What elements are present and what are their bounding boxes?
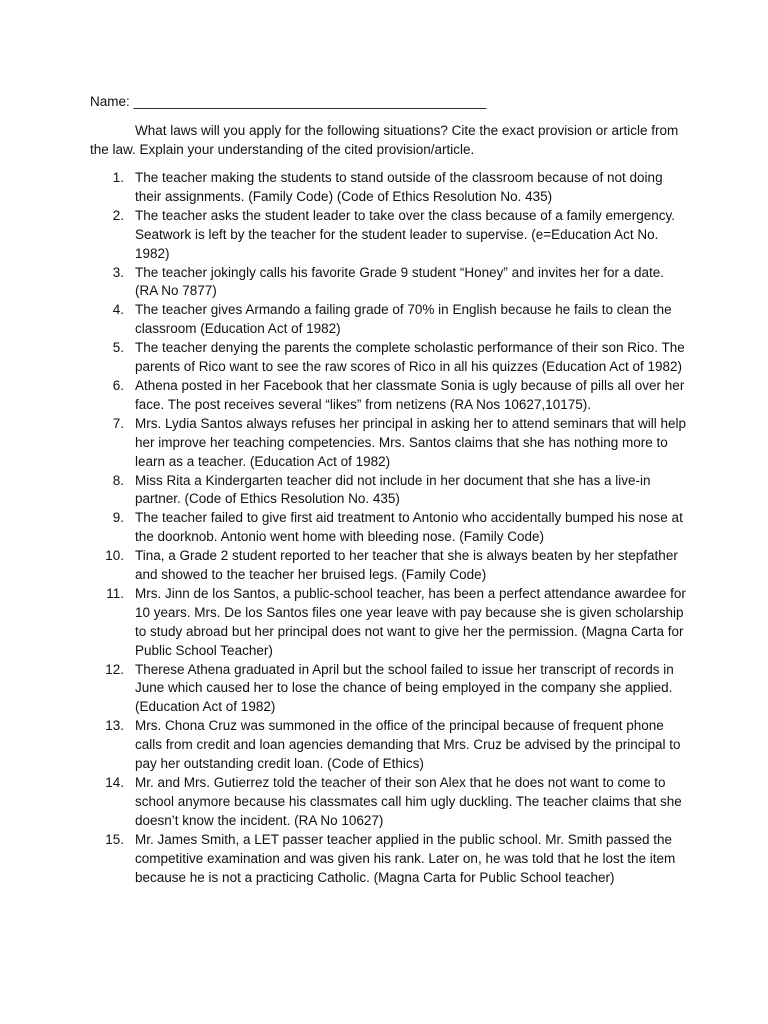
item-number: 1. (112, 170, 124, 185)
item-number: 9. (112, 510, 124, 526)
item-number: 14. (105, 775, 124, 790)
list-item (0, 377, 768, 415)
list-item (0, 547, 768, 585)
list-item (0, 207, 768, 264)
list-item (0, 717, 768, 774)
item-text: Tina, a Grade 2 student reported to her teacher that she is always beaten by her stepfather and showed to the teacher her bruised legs. (Family Code) (135, 548, 678, 583)
item-text: Mr. and Mrs. Gutierrez told the teacher of their son Alex that he does not want to come to school anymore because his classmates call him ugly duckling. The teacher claims that she doesn’t know the incident. (RA No 10627) (135, 775, 682, 828)
name-line: Name: _______________________________________________ (90, 94, 487, 109)
item-number: 4. (112, 302, 124, 318)
item-text: The teacher making the students to stand outside of the classroom because of not doing their assignments. (Family Code) (Code of Ethics Resolution No. 435) (135, 170, 663, 204)
item-number: 13. (105, 718, 124, 734)
item-text: Mrs. Lydia Santos always refuses her principal in asking her to attend seminars that will help her improve her teaching competencies. Mrs. Santos claims that she has nothing more to learn as a teacher. (Education Act of 1982) (135, 415, 687, 469)
list-item (0, 169, 768, 207)
list-item (0, 585, 768, 661)
item-text: Miss Rita a Kindergarten teacher did not include in her document that she has a live-in partner. (Code of Ethics Resolution No. 435) (135, 472, 651, 507)
item-number: 11. (106, 585, 124, 601)
item-number: 10. (105, 548, 124, 564)
item-text: Mrs. Jinn de los Santos, a public-school teacher, has been a perfect attendance awardee for 10 years. Mrs. De los Santos files one year leave with pay because she is given scholarship to study abroad but her principal does not want to give her the permission. (Magna Carta for Public School Teacher) (135, 585, 686, 658)
instructions-paragraph: What laws will you apply for the following situations? Cite the exact provision or article from the law. Explain your understanding of the cited provision/article. (90, 123, 679, 157)
situations-list (0, 169, 768, 887)
item-number: 2. (112, 207, 124, 223)
item-text: The teacher denying the parents the complete scholastic performance of their son Rico. The parents of Rico want to see the raw scores of Rico in all his quizzes (Education Act of 1982) (135, 340, 685, 375)
item-number: 3. (112, 264, 124, 280)
item-text: The teacher failed to give first aid treatment to Antonio who accidentally bumped his nose at the doorknob. Antonio went home with bleeding nose. (Family Code) (135, 510, 683, 545)
list-item (0, 509, 768, 547)
item-text: Athena posted in her Facebook that her classmate Sonia is ugly because of pills all over her face. The post receives several “likes” from netizens (RA Nos 10627,10175). (135, 377, 685, 412)
item-number: 12. (105, 661, 124, 677)
item-text: The teacher jokingly calls his favorite Grade 9 student “Honey” and invites her for a date. (RA No 7877) (135, 264, 665, 299)
list-item (0, 415, 768, 472)
list-item (0, 831, 768, 888)
item-text: The teacher gives Armando a failing grade of 70% in English because he fails to clean the classroom (Education Act of 1982) (135, 302, 672, 337)
item-number: 7. (112, 415, 124, 431)
item-number: 8. (112, 472, 124, 488)
item-number: 5. (112, 340, 124, 356)
list-item (0, 339, 768, 377)
list-item (0, 301, 768, 339)
item-text: Mr. James Smith, a LET passer teacher applied in the public school. Mr. Smith passed the competitive examination and was given his rank. Later on, he was told that he lost the item because he is not a practicing Catholic. (Magna Carta for Public School teacher) (135, 831, 676, 885)
item-text: The teacher asks the student leader to take over the class because of a family emergency. Seatwork is left by the teacher for the student leader to supervise. (e=Education Act No. 1982) (135, 207, 676, 261)
item-number: 15. (105, 831, 124, 847)
list-item (0, 774, 768, 831)
list-item (0, 661, 768, 718)
item-number: 6. (112, 377, 124, 393)
item-text: Therese Athena graduated in April but the school failed to issue her transcript of records in June which caused her to lose the chance of being employed in the company she applied. (Education Act of 1982) (135, 661, 674, 715)
list-item (0, 264, 768, 302)
list-item (0, 472, 768, 510)
item-text: Mrs. Chona Cruz was summoned in the office of the principal because of frequent phone calls from credit and loan agencies demanding that Mrs. Cruz be advised by the principal to pay her outstanding credit loan. (Code of Ethics) (135, 718, 681, 772)
